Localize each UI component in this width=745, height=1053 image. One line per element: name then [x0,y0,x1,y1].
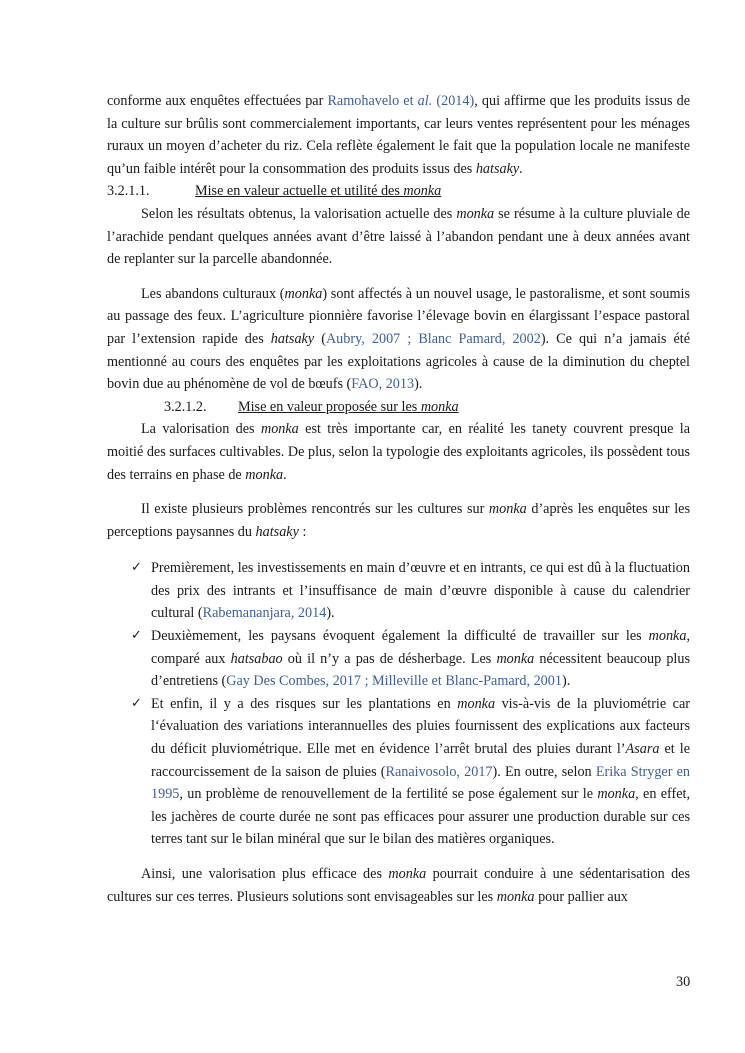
citation-aubry-blanc-pamard[interactable]: Aubry, 2007 ; Blanc Pamard, 2002 [325,330,541,347]
section-heading-3-2-1-2 [107,396,690,419]
paragraph-1: conforme aux enquêtes effectuées par Ramohavelo et al. (2014), qui affirme que les produits issus de la culture sur brûlis sont commercialement importants, car leurs ventes représentent pour les ménages ruraux un moyen d’acheter du riz. Cela reflète également le fait que la population locale ne manifeste qu’un faible intérêt pour la consommation des produits issus des hatsaky. [107,93,690,177]
list-item: ✓ Premièrement, les investissements en main d’œuvre et en intrants, ce qui est dû à la fluctuation des prix des intrants et l’insuffisance de main d’œuvre disponible à cause du calendrier cultural (Rabemananjara, 2014). [107,557,690,625]
list-item: ✓ Et enfin, il y a des risques sur les plantations en monka vis-à-vis de la pluviométrie car l‘évaluation des variations interannuelles des pluies fournissent des explications aux facteurs du déficit pluviométrique. Elle met en évidence l’arrêt brutal des pluies durant l’Asara et le raccourcissement de la saison de pluies (Ranaivosolo, 2017). En outre, selon Erika Stryger en 1995, un problème de renouvellement de la fertilité se pose également sur le monka, en effet, les jachères de courte durée ne sont pas efficaces pour assurer une production durable sur ces terres tant sur le bilan minéral que sur le bilan des matières organiques. [107,693,690,851]
document-page [107,90,690,908]
paragraph-4: La valorisation des monka est très importante car, en réalité les tanety couvrent presque la moitié des surfaces cultivables. De plus, selon la typologie des exploitants agricoles, ils possèdent tous des terrains en phase de monka. [107,421,691,483]
paragraph-5: Il existe plusieurs problèmes rencontrés sur les cultures sur monka d’après les enquêtes sur les perceptions paysannes du hatsaky : [107,501,690,540]
italic-term: hatsaky [475,160,520,177]
citation-fao[interactable]: FAO, 2013 [351,376,415,393]
heading-title: Mise en valeur proposée sur les monka [238,398,459,415]
heading-title: Mise en valeur actuelle et utilité des monka [195,183,442,200]
paragraph-6: Ainsi, une valorisation plus efficace des monka pourrait conduire à une sédentarisation des cultures sur ces terres. Plusieurs solutions sont envisageables sur les monka pour pallier aux [107,866,690,905]
citation-gay-des-combes[interactable]: Gay Des Combes, 2017 ; Milleville et Blanc-Pamard, 2001 [226,673,562,690]
citation-rabemananjara[interactable]: Rabemananjara, 2014 [202,605,327,622]
citation-ranaivosolo[interactable]: Ranaivosolo, 2017 [385,763,493,780]
citation-ramohavelo[interactable]: Ramohavelo et al. (2014) [327,93,475,109]
heading-number: 3.2.1.2. [164,398,207,415]
paragraph-3: Les abandons culturaux (monka) sont affectés à un nouvel usage, le pastoralisme, et sont soumis au passage des feux. L’agriculture pionnière favorise l’élevage bovin en élargissant l’espace pastoral par l’extension rapide des hatsaky (Aubry, 2007 ; Blanc Pamard, 2002). Ce qui n’a jamais été mentionné au cours des enquêtes par les exploitations agricoles à cause de la diminution du cheptel bovin due au phénomène de vol de bœufs (FAO, 2013). [107,285,691,393]
heading-number: 3.2.1.1. [107,183,150,200]
text: , qui affirme que les produits issus de la culture sur brûlis sont commercialement importants, car leurs ventes représentent pour les ménages ruraux un moyen d’acheter du riz. Cela reflète également le fait que la population locale ne manifeste qu’un faible intérêt pour la consommation des produits issus des [107,93,690,177]
text: conforme aux enquêtes effectuées par [107,93,328,109]
checkmark-icon: ✓ [131,560,142,576]
problem-list [107,557,690,851]
checkmark-icon: ✓ [131,695,142,711]
list-item: ✓ Deuxièmement, les paysans évoquent également la difficulté de travailler sur les monka, comparé aux hatsabao où il n’y a pas de désherbage. Les monka nécessitent beaucoup plus d’entretiens (Gay Des Combes, 2017 ; Milleville et Blanc-Pamard, 2001). [107,625,690,693]
checkmark-icon: ✓ [131,628,142,644]
paragraph-2: Selon les résultats obtenus, la valorisation actuelle des monka se résume à la culture pluviale de l’arachide pendant quelques années avant d’être laissé à l’abandon pendant une à deux années avant de replanter sur la parcelle abandonnée. [107,205,690,268]
section-heading-3-2-1-1 [107,180,690,203]
citation-erika-stryger[interactable]: Erika Stryger en 1995 [151,763,690,803]
page-number: 30 [676,974,691,990]
